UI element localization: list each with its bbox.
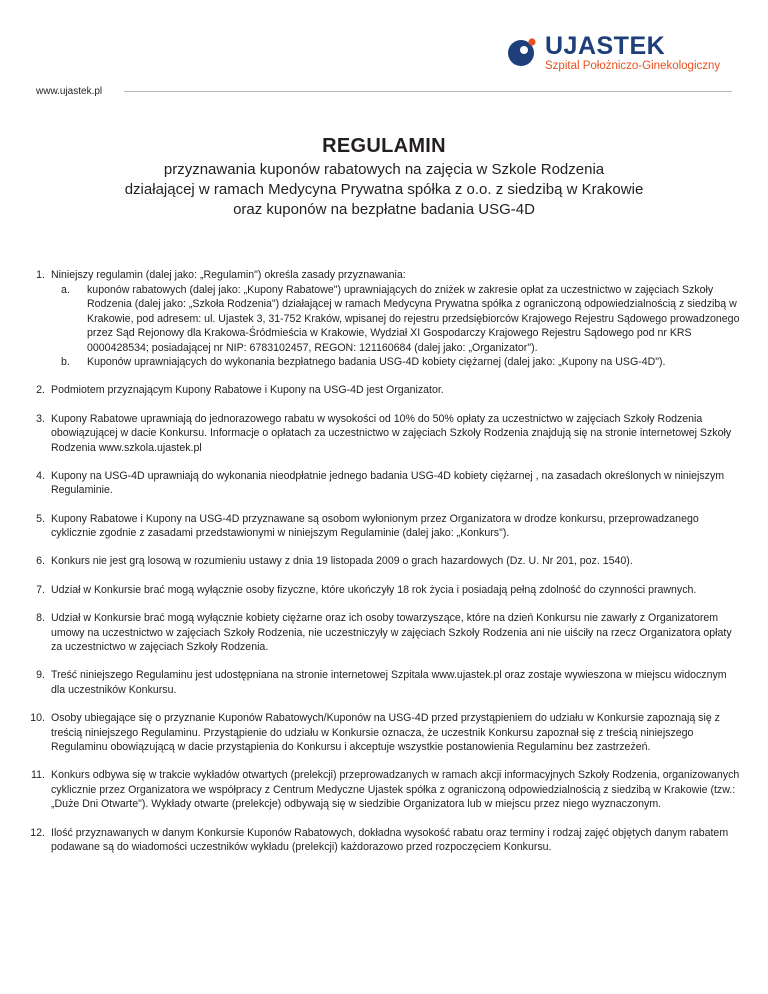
regulation-item: [20, 383, 742, 398]
document-title: REGULAMIN: [322, 135, 446, 157]
item-number: 10.: [30, 712, 45, 725]
item-number: 6.: [36, 555, 45, 568]
item-text: Konkurs nie jest grą losową w rozumieniu ustawy z dnia 19 listopada 2009 o grach hazardowych (Dz. U. Nr 201, poz. 1540).: [51, 555, 633, 568]
sub-item-text: kuponów rabatowych (dalej jako: „Kupony Rabatowe") uprawniających do zniżek w zakresie opłat za uczestnictwo w zajęciach Szkoły Rodzenia (dalej jako: „Szkoła Rodzenia") działającej w ramach Medycyna Prywatna spółka z ograniczoną odpowiedzialnością z siedzibą w Krakowie, pod adresem: ul. Ujastek 3, 31-752 Kraków, wpisanej do rejestru przedsiębiorców Krajowego Rejestru Sądowego prowadzonego przez Sąd Rejonowy dla Krakowa-Śródmieścia w Krakowie, Wydział XI Gospodarczy Krajowego Rejestru Sądowego pod nr KRS 0000428534; posiadającej nr NIP: 6783102457, REGON: 121160684 (dalej jako: „Organizator").: [87, 283, 740, 354]
regulation-item: [20, 554, 742, 569]
item-number: 1.: [36, 269, 45, 281]
item-number: 4.: [36, 469, 45, 482]
document-subtitle: [60, 160, 708, 220]
logo-subtitle: Szpital Położniczo-Ginekologiczny: [545, 60, 721, 72]
regulation-item: [20, 469, 742, 498]
item-text: Osoby ubiegające się o przyznanie Kuponów Rabatowych/Kuponów na USG-4D przed przystąpieniem do udziału w Konkursie zapoznają się z treścią niniejszego Regulaminu. Przystąpienie do udziału w Konkursie oznacza, że uczestnik Konkursu zapoznał się z treścią niniejszego Regulaminu obowiązującą w dacie przystąpienia do Konkursu i akceptuje wszystkie postanowienia Regulaminu bez zastrzeżeń.: [51, 712, 720, 754]
regulation-item: [20, 711, 742, 755]
website-url: www.ujastek.pl: [36, 86, 103, 97]
regulation-item: [20, 268, 742, 370]
header-divider: [124, 91, 732, 92]
item-text: Udział w Konkursie brać mogą wyłącznie osoby fizyczne, które ukończyły 18 rok życia i posiadają pełną zdolność do czynności prawnych.: [51, 583, 697, 596]
regulation-item: [20, 611, 742, 655]
subtitle-line: działającej w ramach Medycyna Prywatna spółka z o.o. z siedzibą w Krakowie: [124, 181, 644, 198]
sub-item-text: Kuponów uprawniających do wykonania bezpłatnego badania USG-4D kobiety ciężarnej (dalej jako: „Kupony na USG-4D").: [87, 356, 666, 368]
subtitle-line: przyznawania kuponów rabatowych na zajęcia w Szkole Rodzenia: [163, 161, 605, 178]
sub-item: [51, 355, 742, 370]
sub-item-letter: a.: [61, 283, 70, 296]
regulation-item: [20, 826, 742, 855]
item-text: Ilość przyznawanych w danym Konkursie Kuponów Rabatowych, dokładna wysokość rabatu oraz terminy i rodzaj zajęć objętych danym rabatem podawane są do wiadomości uczestników wykładu (prelekcji) każdorazowo przed rozpoczęciem Konkursu.: [51, 826, 729, 854]
item-text: Niniejszy regulamin (dalej jako: „Regulamin") określa zasady przyznawania:: [51, 269, 406, 281]
item-text: Kupony Rabatowe uprawniają do jednorazowego rabatu w wysokości od 10% do 50% opłaty za uczestnictwo w zajęciach Szkoły Rodzenia obowiązującej w dacie Konkursu. Informacje o opłatach za uczestnictwo w zajęciach Szkoły Rodzenia znajdują się na stronie internetowej Szkoły Rodzenia www.szkola.ujastek.pl: [51, 412, 732, 454]
sub-item: [51, 283, 742, 356]
logo-mark-icon: [505, 34, 541, 70]
item-text: Kupony na USG-4D uprawniają do wykonania nieodpłatnie jednego badania USG-4D kobiety ciężarnej , na zasadach określonych w niniejszym Regulaminie.: [51, 469, 725, 497]
item-number: 12.: [30, 826, 45, 839]
subtitle-line: oraz kuponów na bezpłatne badania USG-4D: [233, 201, 535, 218]
regulation-list: [20, 268, 742, 869]
hospital-logo: [505, 30, 740, 74]
item-number: 8.: [36, 612, 45, 625]
item-number: 11.: [31, 769, 45, 782]
regulation-item: [20, 583, 742, 598]
logo-name: UJASTEK: [545, 32, 666, 60]
item-text: Konkurs odbywa się w trakcie wykładów otwartych (prelekcji) przeprowadzanych w ramach akcji informacyjnych Szkoły Rodzenia, organizowanych cyklicznie przez Organizatora we współpracy z Centrum Medyczne Ujastek spółka z ograniczoną odpowiedzialnością z siedzibą w Krakowie (tzw.: „Duże Dni Otwarte"). Wykłady otwarte (prelekcje) odbywają się w siedzibie Organizatora lub w miejscu przez niego wyznaczonym.: [51, 769, 740, 811]
item-text: Podmiotem przyznającym Kupony Rabatowe i Kupony na USG-4D jest Organizator.: [51, 384, 444, 397]
item-number: 5.: [36, 512, 45, 525]
item-text: Udział w Konkursie brać mogą wyłącznie kobiety ciężarne oraz ich osoby towarzyszące, które na dzień Konkursu nie zawarły z Organizatorem umowy na uczestnictwo w zajęciach Szkoły Rodzenia, nie uczestniczyły w zajęciach Szkoły Rodzenia ani nie uiściły na rzecz Organizatora opłaty za uczestnictwo w zajęciach Szkoły Rodzenia.: [51, 612, 732, 654]
regulation-item: [20, 412, 742, 456]
regulation-item: [20, 512, 742, 541]
item-text: Kupony Rabatowe i Kupony na USG-4D przyznawane są osobom wyłonionym przez Organizatora w drodze konkursu, przeprowadzanego cyklicznie zgodnie z zasadami przedstawionymi w niniejszym Regulaminie (dalej jako: „Konkurs").: [51, 512, 699, 540]
regulation-item: [20, 768, 742, 812]
item-number: 3.: [36, 412, 45, 425]
regulation-item: [20, 668, 742, 697]
item-number: 2.: [36, 384, 45, 397]
item-text: Treść niniejszego Regulaminu jest udostępniana na stronie internetowej Szpitala www.ujastek.pl oraz zostaje wywieszona w miejscu widocznym dla uczestników Konkursu.: [51, 669, 727, 696]
sub-item-letter: b.: [61, 356, 70, 368]
item-body: [51, 268, 742, 370]
item-number: 9.: [36, 669, 45, 682]
item-number: 7.: [36, 583, 45, 596]
